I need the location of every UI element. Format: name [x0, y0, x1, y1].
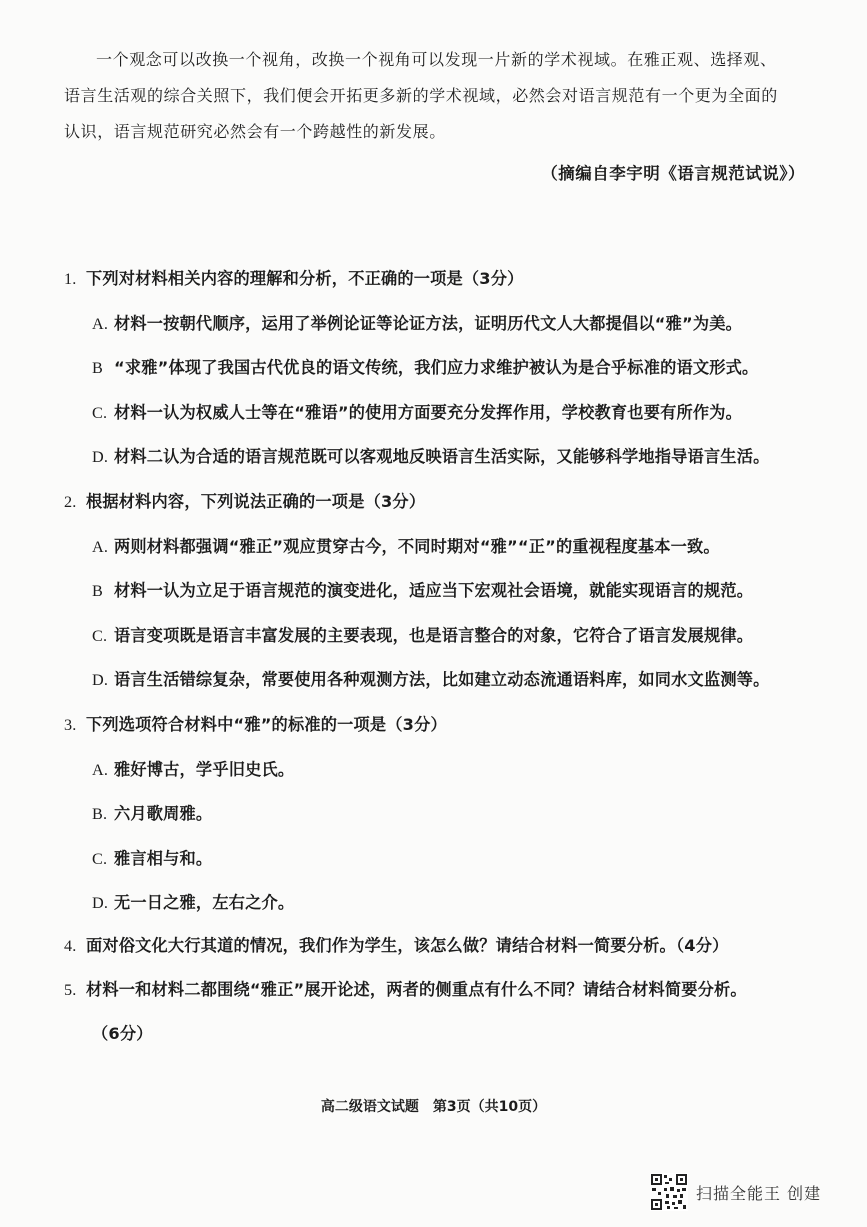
- passage-source: （摘编自李宇明《语言规范试说》）: [541, 164, 805, 183]
- watermark-text: 扫描全能王 创建: [696, 1183, 822, 1203]
- q2-option-c: C. 语言变项既是语言丰富发展的主要表现，也是语言整合的对象，它符合了语言发展规律。: [92, 626, 754, 645]
- passage-paragraph: 一个观念可以改换一个视角，改换一个视角可以发现一片新的学术视域。在雅正观、选择观、语言生活观的综合关照下，我们便会开拓更多新的学术视域，必然会对语言规范有一个更为全面的认识，语言规范研究必然会有一个跨越性的新发展。: [64, 50, 778, 141]
- question-1: 1. 下列对材料相关内容的理解和分析，不正确的一项是（3分）: [64, 269, 524, 288]
- q3-option-d: D. 无一日之雅，左右之介。: [92, 893, 295, 912]
- qr-code-icon: [650, 1173, 688, 1211]
- q3-option-b: B. 六月歌周雅。: [92, 804, 213, 823]
- question-2: 2. 根据材料内容，下列说法正确的一项是（3分）: [64, 492, 426, 511]
- q3-option-c: C. 雅言相与和。: [92, 849, 213, 868]
- question-3: 3. 下列选项符合材料中“雅”的标准的一项是（3分）: [64, 715, 447, 734]
- scanner-watermark: [650, 1172, 821, 1212]
- question-5-points: （6分）: [92, 1024, 153, 1043]
- q2-option-d: D. 语言生活错综复杂，常要使用各种观测方法，比如建立动态流通语料库，如同水文监测等。: [92, 670, 770, 689]
- q2-option-a: A. 两则材料都强调“雅正”观应贯穿古今，不同时期对“雅”“正”的重视程度基本一致。: [92, 537, 720, 556]
- q3-option-a: A. 雅好博古，学乎旧史氏。: [92, 760, 295, 779]
- q1-option-d: D. 材料二认为合适的语言规范既可以客观地反映语言生活实际，又能够科学地指导语言生活。: [92, 447, 770, 466]
- q2-option-b: B 材料一认为立足于语言规范的演变进化，适应当下宏观社会语境，就能实现语言的规范。: [92, 581, 754, 600]
- q1-option-a: A. 材料一按朝代顺序，运用了举例论证等论证方法，证明历代文人大都提倡以“雅”为美。: [92, 314, 743, 333]
- q1-option-c: C. 材料一认为权威人士等在“雅语”的使用方面要充分发挥作用，学校教育也要有所作为。: [92, 403, 743, 422]
- question-5: 5. 材料一和材料二都围绕“雅正”展开论述，两者的侧重点有什么不同？请结合材料简要分析。: [64, 980, 747, 999]
- q1-option-b: B “求雅”体现了我国古代优良的语文传统，我们应力求维护被认为是合乎标准的语文形式。: [92, 358, 759, 377]
- question-4: 4. 面对俗文化大行其道的情况，我们作为学生，该怎么做？请结合材料一简要分析。（4分）: [64, 936, 729, 955]
- page-footer: 高二级语文试题 第3页（共10页）: [320, 1099, 547, 1115]
